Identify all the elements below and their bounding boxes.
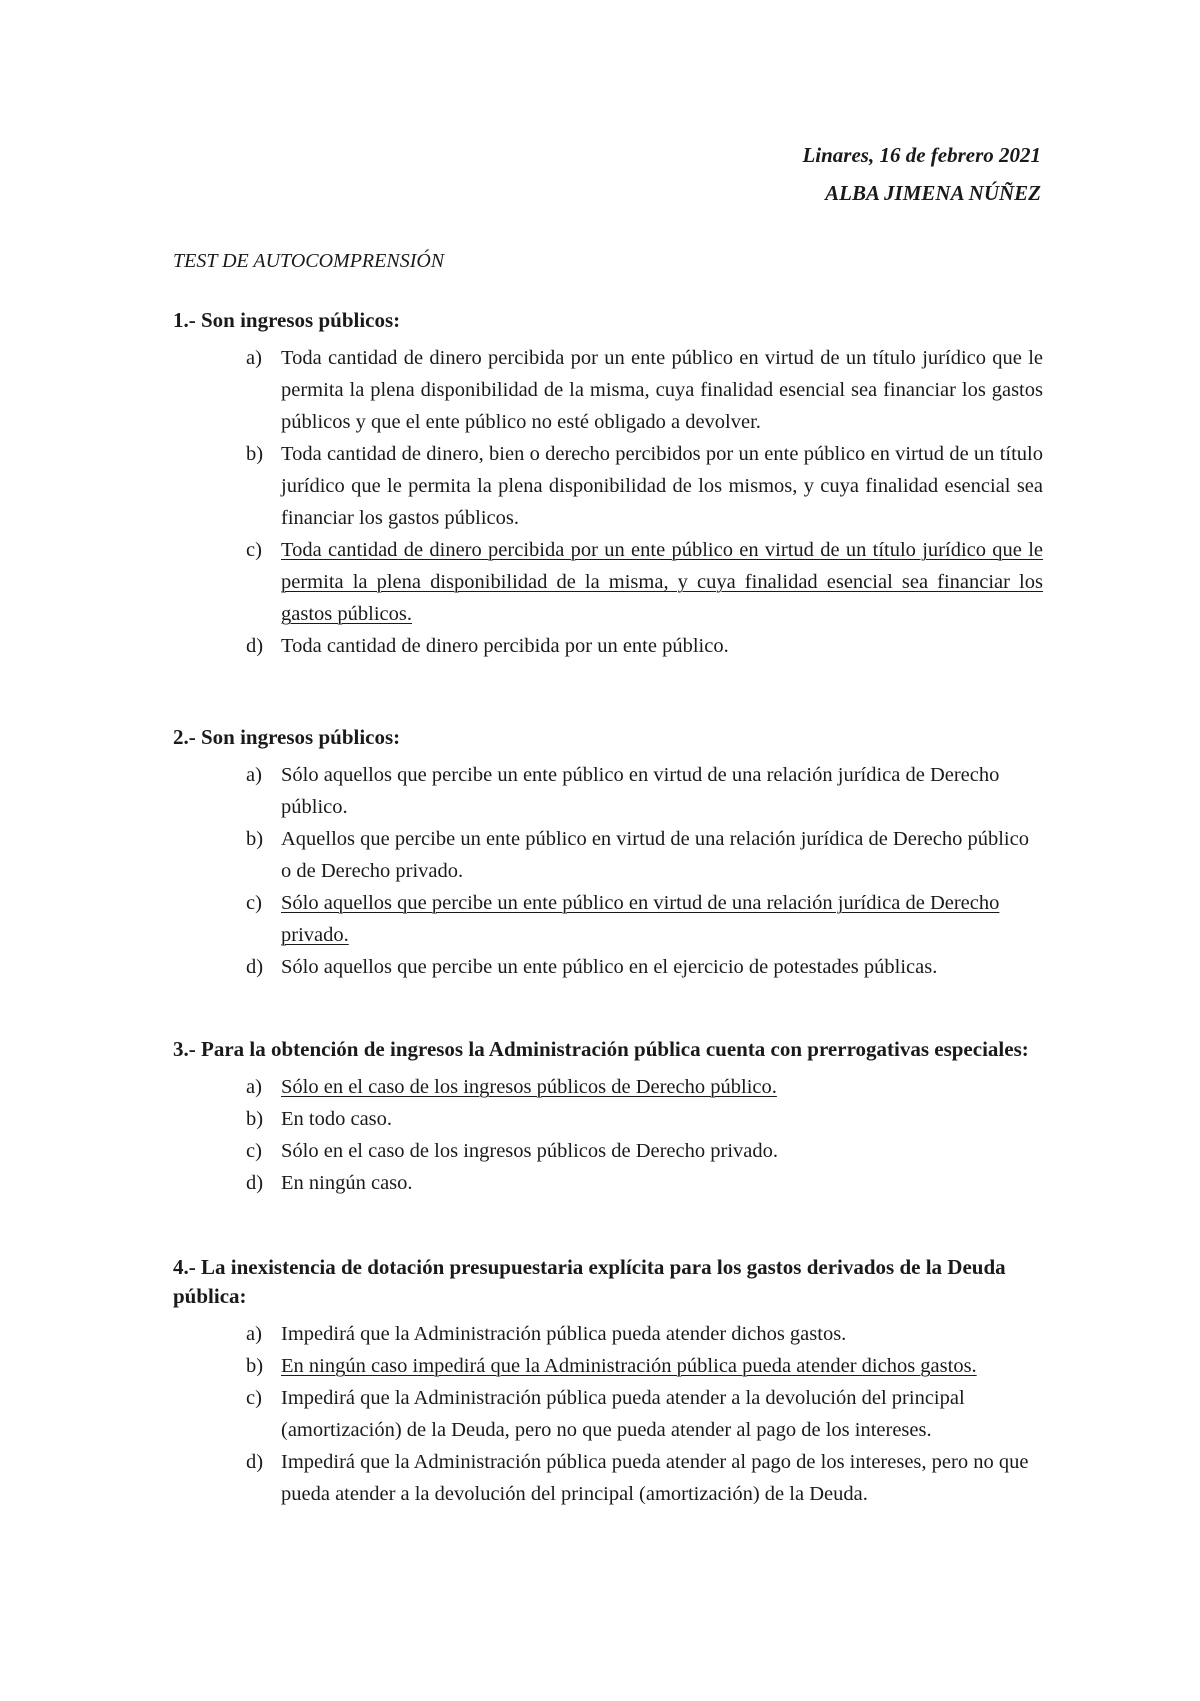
option-4b	[173, 1350, 1043, 1382]
option-text: Aquellos que percibe un ente público en virtud de una relación jurídica de Derecho público o de Derecho privado.	[281, 828, 1029, 882]
option-letter: d)	[246, 956, 264, 978]
option-4a	[173, 1318, 1043, 1350]
option-letter: b)	[246, 443, 264, 465]
option-1b	[173, 438, 1043, 534]
option-text-underlined: Toda cantidad de dinero percibida por un ente público en virtud de un título jurídico que le permita la plena disponibilidad de la misma, y cuya finalidad esencial sea financiar los gastos públicos.	[281, 539, 1043, 625]
option-text: Toda cantidad de dinero, bien o derecho percibidos por un ente público en virtud de un título jurídico que le permita la plena disponibilidad de los mismos, y cuya finalidad esencial sea financiar los gastos públicos.	[281, 443, 1043, 529]
question-2	[173, 723, 1043, 983]
option-1c	[173, 534, 1043, 630]
option-text-underlined: Sólo aquellos que percibe un ente público en virtud de una relación jurídica de Derecho privado.	[281, 892, 1000, 946]
option-2c	[173, 887, 1043, 951]
question-text: 1.- Son ingresos públicos:	[173, 308, 401, 332]
option-2d	[173, 951, 1043, 983]
option-letter: b)	[246, 1108, 264, 1130]
option-2b	[173, 823, 1043, 887]
option-letter: a)	[246, 1076, 262, 1098]
question-text: 2.- Son ingresos públicos:	[173, 725, 401, 749]
question-1	[173, 306, 1043, 662]
question-3	[173, 1035, 1043, 1199]
option-letter: d)	[246, 635, 264, 657]
option-3d	[173, 1167, 1043, 1199]
option-text: En ningún caso.	[281, 1172, 413, 1194]
document-date: Linares, 16 de febrero 2021	[802, 143, 1041, 167]
option-letter: b)	[246, 1355, 264, 1377]
option-text-underlined: Sólo en el caso de los ingresos públicos de Derecho público.	[281, 1076, 777, 1098]
option-letter: a)	[246, 1323, 262, 1345]
option-3c	[173, 1135, 1043, 1167]
option-text: Sólo aquellos que percibe un ente público en virtud de una relación jurídica de Derecho público.	[281, 764, 1000, 818]
option-3a	[173, 1071, 1043, 1103]
option-letter: d)	[246, 1172, 264, 1194]
option-text: Impedirá que la Administración pública pueda atender dichos gastos.	[281, 1323, 847, 1345]
option-4d	[173, 1446, 1043, 1510]
option-letter: a)	[246, 764, 262, 786]
option-text: Impedirá que la Administración pública pueda atender a la devolución del principal (amortización) de la Deuda, pero no que pueda atender al pago de los intereses.	[281, 1387, 965, 1441]
option-1a	[173, 342, 1043, 438]
option-1d	[173, 630, 1043, 662]
option-4c	[173, 1382, 1043, 1446]
option-text: Toda cantidad de dinero percibida por un ente público.	[281, 635, 729, 657]
option-letter: c)	[246, 539, 262, 561]
option-text: Impedirá que la Administración pública pueda atender al pago de los intereses, pero no que pueda atender a la devolución del principal (amortización) de la Deuda.	[281, 1451, 1029, 1505]
option-letter: a)	[246, 347, 262, 369]
option-text: Sólo aquellos que percibe un ente público en el ejercicio de potestades públicas.	[281, 956, 938, 978]
question-text: 4.- La inexistencia de dotación presupuestaria explícita para los gastos derivados de la Deuda pública:	[173, 1255, 1006, 1308]
option-text: En todo caso.	[281, 1108, 393, 1130]
document-title: TEST DE AUTOCOMPRENSIÓN	[173, 250, 445, 272]
option-3b	[173, 1103, 1043, 1135]
option-text: Sólo en el caso de los ingresos públicos de Derecho privado.	[281, 1140, 779, 1162]
author-name: ALBA JIMENA NÚÑEZ	[825, 181, 1041, 205]
option-text: Toda cantidad de dinero percibida por un ente público en virtud de un título jurídico que le permita la plena disponibilidad de la misma, cuya finalidad esencial sea financiar los gastos públicos y que el ente público no esté obligado a devolver.	[281, 347, 1043, 433]
option-letter: b)	[246, 828, 264, 850]
option-letter: c)	[246, 892, 262, 914]
option-letter: c)	[246, 1140, 262, 1162]
option-text-underlined: En ningún caso impedirá que la Administración pública pueda atender dichos gastos.	[281, 1355, 977, 1377]
question-4	[173, 1253, 1043, 1510]
option-letter: c)	[246, 1387, 262, 1409]
option-2a	[173, 759, 1043, 823]
option-letter: d)	[246, 1451, 264, 1473]
question-text: 3.- Para la obtención de ingresos la Administración pública cuenta con prerrogativas especiales:	[173, 1037, 1029, 1061]
